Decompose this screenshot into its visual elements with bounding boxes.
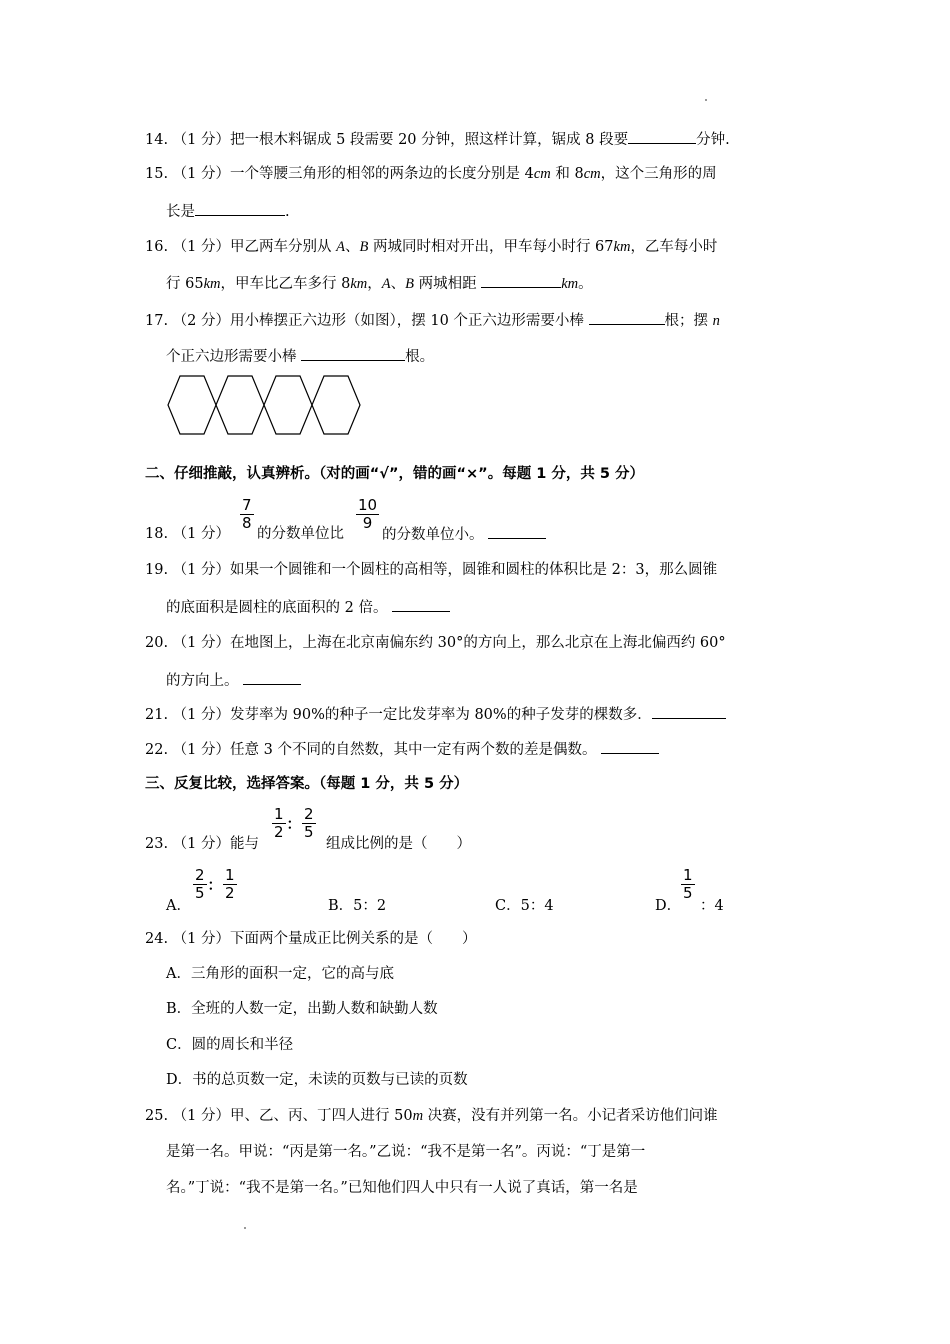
denominator: 2 bbox=[274, 823, 284, 841]
hexagon-3 bbox=[264, 376, 312, 434]
question-text: 在地图上，上海在北京南偏东约 30°的方向上，那么北京在上海北偏西约 60° bbox=[230, 635, 726, 651]
question-points: （1 分） bbox=[172, 707, 231, 723]
unit: km bbox=[613, 239, 631, 255]
question-17-line2 bbox=[166, 346, 434, 367]
question-points: （1 分） bbox=[172, 635, 231, 651]
question-number: 17. bbox=[145, 313, 169, 329]
answer-blank[interactable] bbox=[628, 129, 696, 144]
numerator: 1 bbox=[274, 805, 284, 823]
section-2-title: 二、仔细推敲，认真辨析。（对的画“√”，错的画“×”。每题 1 分，共 5 分） bbox=[145, 466, 645, 482]
question-text: 行 65 bbox=[166, 276, 204, 292]
numerator: 2 bbox=[195, 866, 205, 884]
var: A bbox=[336, 239, 345, 255]
question-text: 发芽率为 90%的种子一定比发芽率为 80%的种子发芽的棵数多． bbox=[230, 707, 652, 723]
question-text: 根；摆 bbox=[664, 313, 713, 329]
question-text: 甲乙两车分别从 bbox=[230, 239, 337, 255]
question-text: 的分数单位比 bbox=[257, 526, 344, 542]
option-d-label[interactable]: D． bbox=[655, 898, 682, 914]
answer-blank[interactable] bbox=[195, 201, 285, 216]
question-text: ， bbox=[367, 276, 382, 292]
option-a-label[interactable]: A． bbox=[166, 898, 191, 914]
option-a[interactable]: A．三角形的面积一定，它的高与底 bbox=[166, 966, 394, 982]
question-number: 16. bbox=[145, 239, 169, 255]
unit: km bbox=[350, 276, 368, 292]
hexagon-2 bbox=[216, 376, 264, 434]
numerator: 1 bbox=[225, 866, 235, 884]
question-text: 能与 bbox=[230, 836, 260, 852]
question-text: 和 8 bbox=[550, 166, 584, 182]
question-text: 根。 bbox=[405, 349, 435, 365]
option-b[interactable]: B．全班的人数一定，出勤人数和缺勤人数 bbox=[166, 1001, 438, 1017]
question-number: 18. bbox=[145, 526, 169, 542]
numerator: 2 bbox=[304, 805, 314, 823]
question-18-tail bbox=[382, 524, 546, 545]
denominator: 2 bbox=[225, 884, 235, 902]
question-points: （1 分） bbox=[172, 931, 231, 947]
question-text: 决赛，没有并列第一名。小记者采访他们问谁 bbox=[423, 1108, 718, 1124]
numerator: 1 bbox=[683, 866, 693, 884]
var: n bbox=[712, 313, 720, 329]
unit: km bbox=[203, 276, 221, 292]
question-19 bbox=[145, 560, 717, 580]
question-number: 21. bbox=[145, 707, 169, 723]
question-text: . bbox=[285, 204, 290, 220]
var: B bbox=[405, 276, 414, 292]
question-18 bbox=[145, 524, 230, 544]
colon: ： bbox=[207, 877, 223, 894]
question-number: 23. bbox=[145, 836, 169, 852]
question-text: 两城相距 bbox=[413, 276, 482, 292]
denominator: 8 bbox=[242, 514, 252, 532]
question-text: 的分数单位小。 bbox=[382, 527, 489, 543]
answer-blank[interactable] bbox=[301, 346, 405, 361]
question-text: 下面两个量成正比例关系的是（ ） bbox=[230, 931, 477, 947]
hexagon-4 bbox=[312, 376, 360, 434]
denominator: 5 bbox=[304, 823, 314, 841]
question-points: （1 分） bbox=[172, 239, 231, 255]
question-number: 14. bbox=[145, 132, 169, 148]
question-points: （1 分） bbox=[172, 836, 231, 852]
question-points: （1 分） bbox=[172, 526, 231, 542]
question-text: 任意 3 个不同的自然数，其中一定有两个数的差是偶数。 bbox=[230, 742, 602, 758]
question-14 bbox=[145, 129, 730, 150]
question-text: 。 bbox=[578, 276, 593, 292]
option-b[interactable]: B．5：2 bbox=[328, 898, 387, 914]
question-number: 25. bbox=[145, 1108, 169, 1124]
question-points: （1 分） bbox=[172, 742, 231, 758]
question-text: 分钟. bbox=[696, 132, 730, 148]
denominator: 9 bbox=[356, 514, 379, 532]
question-20-line2 bbox=[166, 670, 301, 691]
question-number: 22. bbox=[145, 742, 169, 758]
question-17 bbox=[145, 310, 720, 331]
var: A bbox=[381, 276, 391, 292]
question-20 bbox=[145, 633, 726, 653]
header-dot bbox=[705, 99, 707, 101]
option-d-fraction[interactable] bbox=[680, 867, 696, 902]
answer-blank[interactable] bbox=[601, 739, 659, 754]
option-c[interactable]: C．圆的周长和半径 bbox=[166, 1037, 294, 1053]
answer-blank[interactable] bbox=[652, 704, 726, 719]
unit: cm bbox=[533, 166, 551, 182]
answer-blank[interactable] bbox=[243, 670, 301, 685]
question-text: ，这个三角形的周 bbox=[600, 166, 717, 182]
question-text: 甲、乙、丙、丁四人进行 50 bbox=[230, 1108, 413, 1124]
option-c[interactable]: C．5：4 bbox=[495, 898, 554, 914]
question-15 bbox=[145, 164, 717, 184]
numerator: 7 bbox=[242, 496, 252, 514]
question-25-line3: 名。”丁说：“我不是第一名。”已知他们四人中只有一人说了真话，第一名是 bbox=[166, 1180, 638, 1196]
question-text: 组成比例的是（ ） bbox=[326, 836, 471, 852]
question-25 bbox=[145, 1106, 718, 1126]
option-d-rest[interactable]: ：4 bbox=[700, 898, 724, 914]
question-text: 的底面积是圆柱的底面积的 2 倍。 bbox=[166, 600, 393, 616]
footer-dot bbox=[244, 1227, 246, 1229]
fraction-10-9 bbox=[355, 497, 380, 532]
question-25-line2: 是第一名。甲说：“丙是第一名。”乙说：“我不是第一名”。丙说：“丁是第一 bbox=[166, 1144, 646, 1160]
question-24 bbox=[145, 929, 477, 949]
question-22 bbox=[145, 739, 659, 760]
numerator: 10 bbox=[358, 496, 378, 514]
answer-blank[interactable] bbox=[589, 310, 665, 325]
question-text: 长是 bbox=[166, 204, 195, 220]
hexagon-1 bbox=[168, 376, 216, 434]
option-a-ratio[interactable] bbox=[192, 867, 238, 902]
question-text: 、 bbox=[390, 276, 406, 292]
section-3-title: 三、反复比较，选择答案。（每题 1 分，共 5 分） bbox=[145, 776, 469, 792]
question-points: （1 分） bbox=[172, 132, 231, 148]
option-d[interactable]: D．书的总页数一定，未读的页数与已读的页数 bbox=[166, 1072, 468, 1088]
hexagon-figure bbox=[160, 372, 370, 438]
question-text: 如果一个圆锥和一个圆柱的高相等，圆锥和圆柱的体积比是 2：3，那么圆锥 bbox=[230, 562, 718, 578]
question-number: 24. bbox=[145, 931, 169, 947]
question-16 bbox=[145, 237, 717, 257]
unit: km bbox=[561, 276, 579, 292]
ratio-1-2-2-5 bbox=[271, 806, 317, 841]
question-points: （1 分） bbox=[172, 562, 231, 578]
answer-blank[interactable] bbox=[481, 273, 561, 288]
question-number: 15. bbox=[145, 166, 169, 182]
question-text: 个正六边形需要小棒 bbox=[166, 349, 302, 365]
question-number: 19. bbox=[145, 562, 169, 578]
colon: ： bbox=[286, 816, 302, 833]
question-19-line2 bbox=[166, 597, 450, 618]
question-text: 两城同时相对开出，甲车每小时行 67 bbox=[368, 239, 614, 255]
question-text: 把一根木料锯成 5 段需要 20 分钟，照这样计算，锯成 8 段要 bbox=[230, 132, 629, 148]
question-text: 一个等腰三角形的相邻的两条边的长度分别是 4 bbox=[230, 166, 534, 182]
question-points: （1 分） bbox=[172, 1108, 231, 1124]
denominator: 5 bbox=[683, 884, 693, 902]
question-15-line2 bbox=[166, 201, 290, 222]
fraction-7-8 bbox=[239, 497, 255, 532]
var: B bbox=[359, 239, 369, 255]
question-points: （1 分） bbox=[172, 166, 231, 182]
question-text: ，甲车比乙车多行 8 bbox=[220, 276, 351, 292]
question-text: 用小棒摆正六边形（如图），摆 10 个正六边形需要小棒 bbox=[230, 313, 589, 329]
question-23 bbox=[145, 834, 259, 854]
question-21 bbox=[145, 704, 726, 725]
answer-blank[interactable] bbox=[488, 524, 546, 539]
question-16-line2 bbox=[166, 273, 593, 294]
question-text: 、 bbox=[344, 239, 360, 255]
unit: cm bbox=[583, 166, 601, 182]
answer-blank[interactable] bbox=[392, 597, 450, 612]
question-text: ，乙车每小时 bbox=[630, 239, 718, 255]
question-number: 20. bbox=[145, 635, 169, 651]
question-text: 的方向上。 bbox=[166, 673, 244, 689]
question-points: （2 分） bbox=[172, 313, 231, 329]
unit: m bbox=[412, 1108, 424, 1124]
denominator: 5 bbox=[195, 884, 205, 902]
